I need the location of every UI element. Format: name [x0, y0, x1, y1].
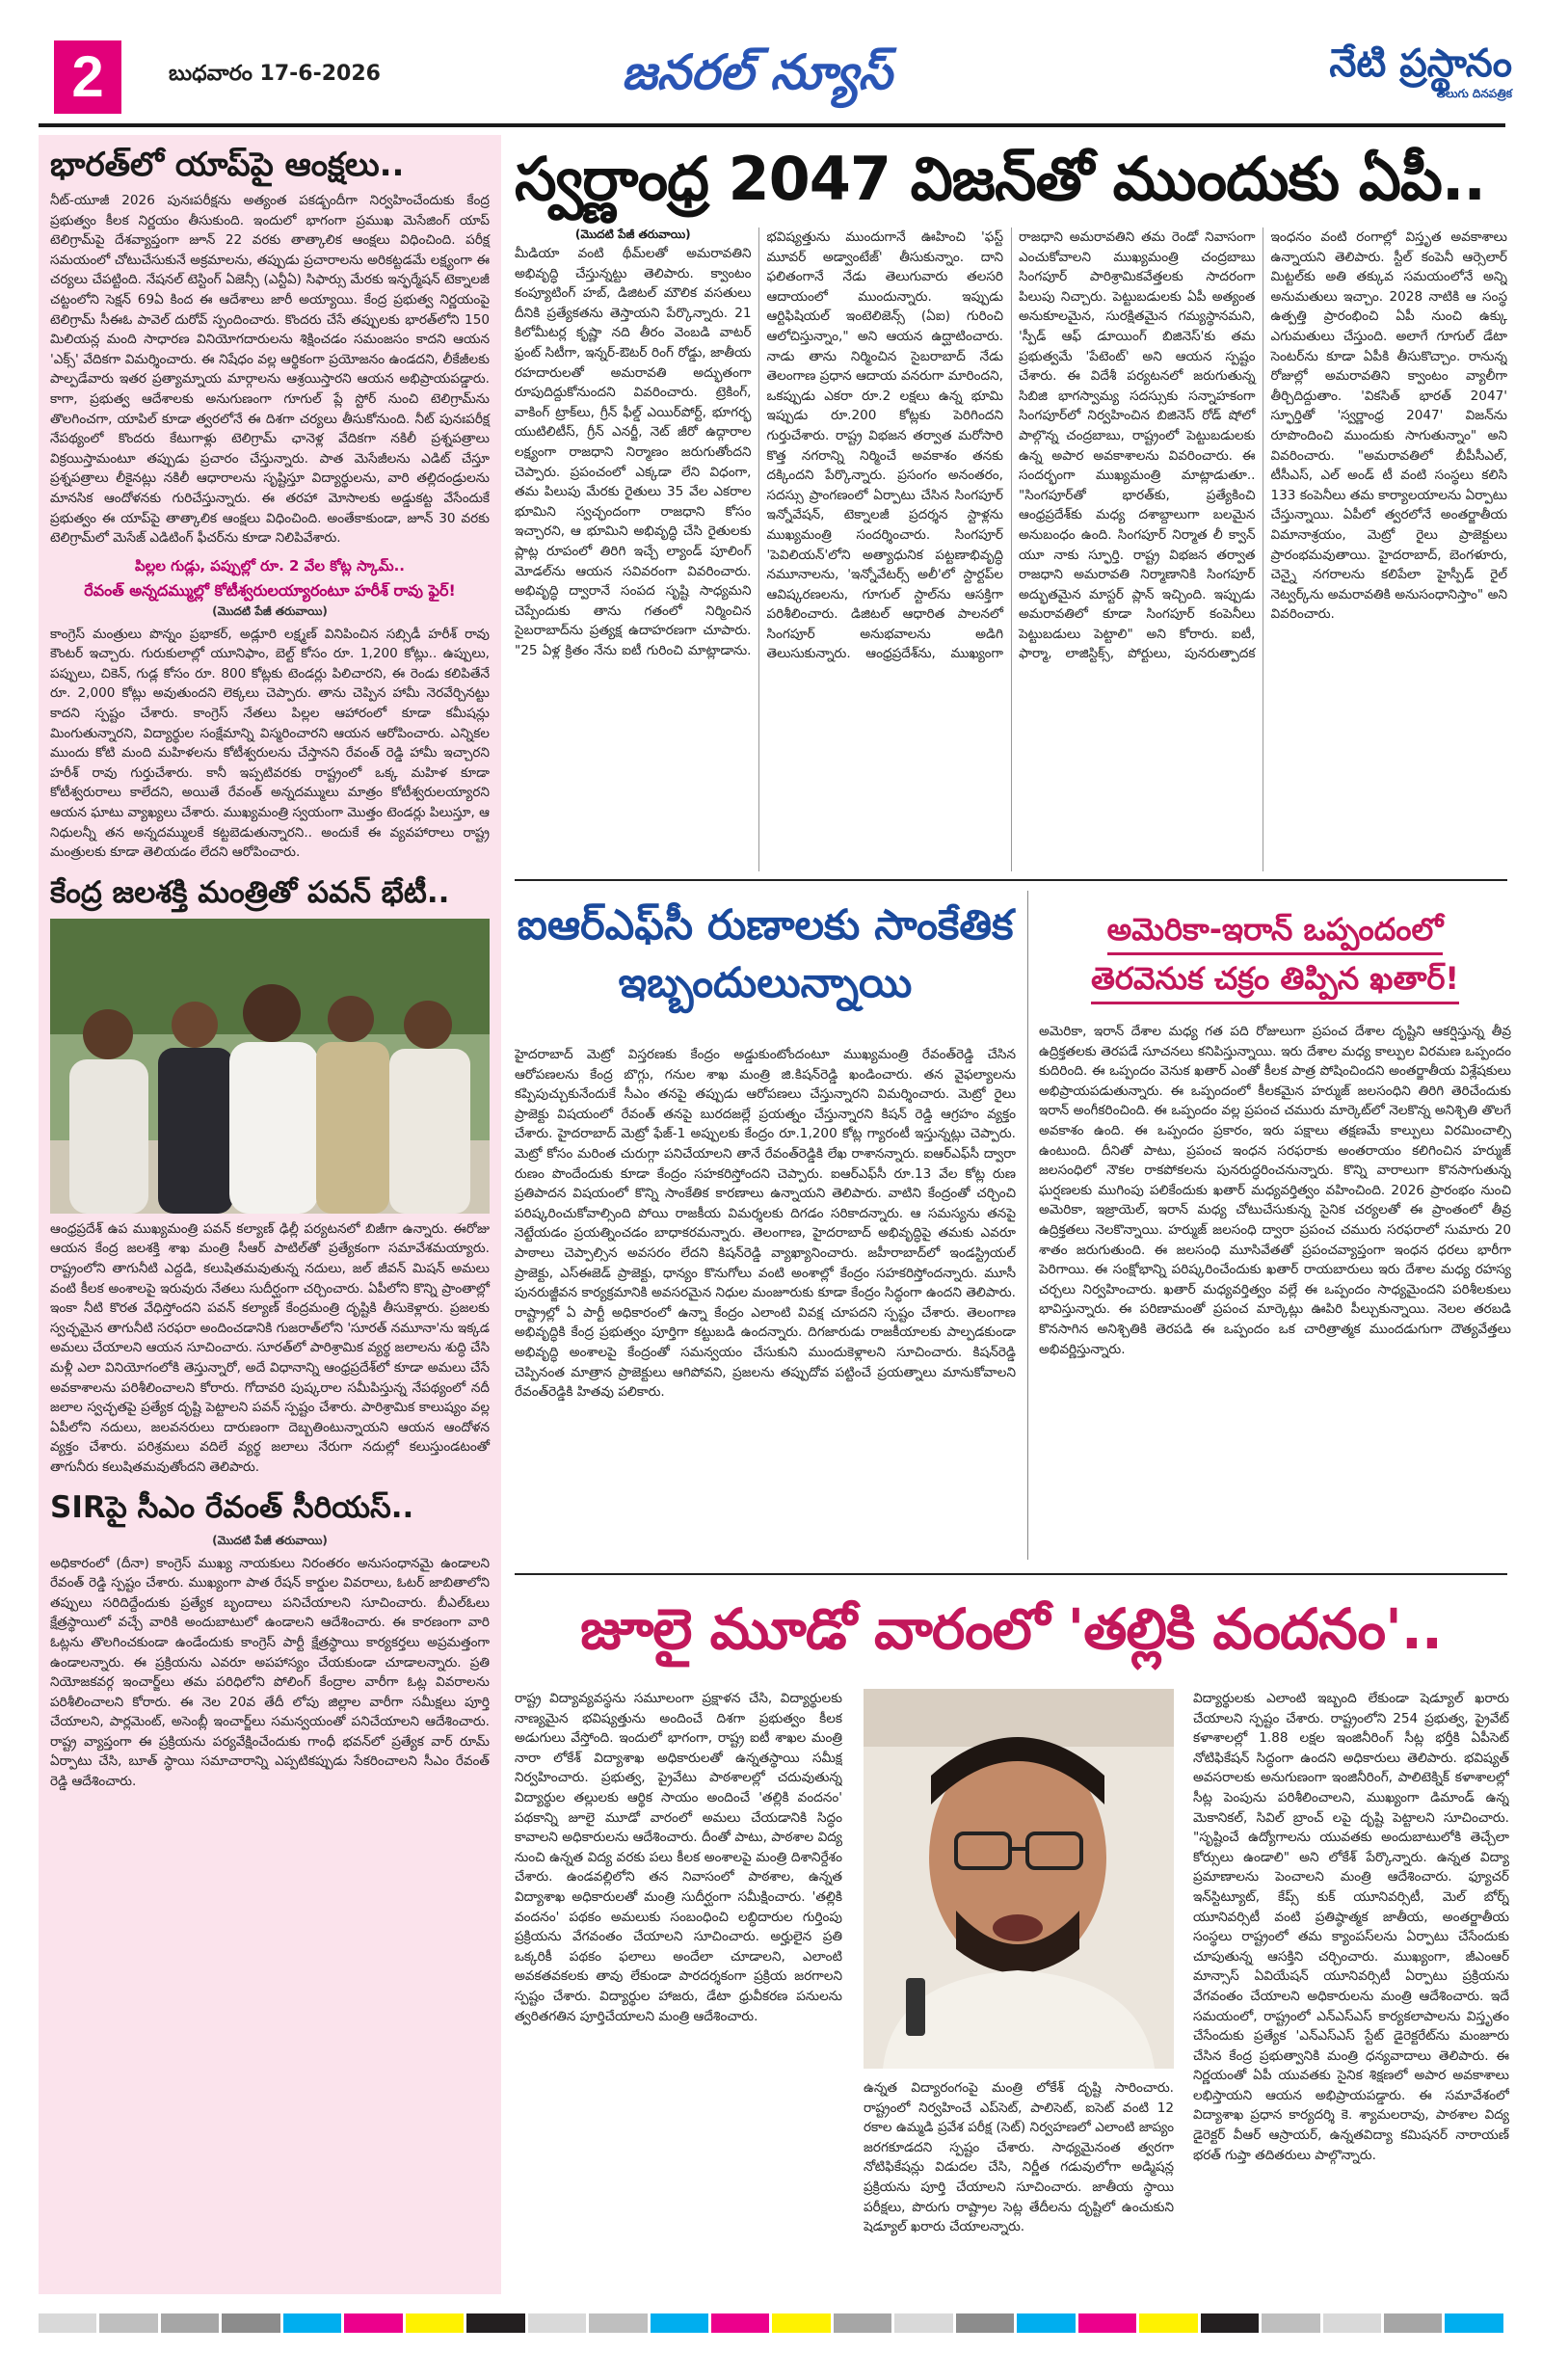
tv-col1-text: రాష్ట్ర విద్యావ్యవస్థను సమూలంగా ప్రక్షాళన చేసి, విద్యార్థులకు నాణ్యమైన భవిష్యత్తును అందించే దిశగా ప్రభుత్వం కీలక అడుగులు వేస్తోంది. ఇందులో భాగంగా, రాష్ట్ర ఐటీ శాఖల మంత్రి నారా లోకేశ్ విద్యాశాఖ అధికారులతో ఉన్నతస్థాయి సమీక్ష నిర్వహించారు. ప్రభుత్వ, ప్రైవేటు పాఠశాలల్లో చదువుతున్న విద్యార్థుల తల్లులకు ఆర్థిక సాయం అందించే 'తల్లికి వందనం' పథకాన్ని జూలై మూడో వారంలో అమలు చేయడానికి సిద్ధం కావాలని అధికారులను ఆదేశించారు. దీంతో పాటు, పాఠశాల విద్య నుంచి ఉన్నత విద్య వరకు పలు కీలక అంశాలపై మంత్రి దిశానిర్దేశం చేశారు. ఉండవల్లిలోని తన నివాసంలో పాఠశాల, ఉన్నత విద్యాశాఖ అధికారులతో మంత్రి సుదీర్ఘంగా సమీక్షించారు. 'తల్లికి వందనం' పథకం అమలుకు సంబంధించి లబ్ధిదారుల గుర్తింపు ప్రక్రియను వేగవంతం చేయాలని సూచించారు. అర్హులైన ప్రతి ఒక్కరికీ పథకం ఫలాలు అందేలా చూడాలని, ఎలాంటి అవకతవకలకు తావు లేకుండా పారదర్శకంగా ప్రక్రియ జరగాలని స్పష్టం చేశారు. విద్యార్థుల హాజరు, డేటా ధ్రువీకరణ పనులను త్వరితగతిన పూర్తిచేయాలని మంత్రి ఆదేశించారు. [515, 1691, 842, 2024]
left-column [39, 135, 501, 2294]
iran-headline-line2: తెరవెనుక చక్రం తిప్పిన ఖతార్! [1091, 955, 1459, 1004]
pawan-meeting-photo [50, 919, 490, 1214]
mid-rule [515, 1573, 1507, 1575]
iran-body-text: అమెరికా, ఇరాన్ దేశాల మధ్య గత పది రోజులుగా ప్రపంచ దేశాల దృష్టిని ఆకర్షిస్తున్న తీవ్ర ఉద్రిక్తతలకు తెరపడే సూచనలు కనిపిస్తున్నాయి. ఇరు దేశాల మధ్య కాల్పుల విరమణ ఒప్పందం కుదిరింది. ఈ ఒప్పందం వెనుక ఖతార్ ఎంతో కీలక పాత్ర పోషించిందని అంతర్జాతీయ విశ్లేషకులు అభిప్రాయపడుతున్నారు. ఈ ఒప్పందంలో కీలకమైన హర్ముజ్ జలసంధిని తిరిగి తెరిచేందుకు ఇరాన్ అంగీకరించింది. ఈ ఒప్పందం వల్ల ప్రపంచ చమురు మార్కెట్‌లో నెలకొన్న అనిశ్చితి తొలగే అవకాశం ఉంది. ఈ ఒప్పందం ప్రకారం, ఇరు పక్షాలు తక్షణమే కాల్పులు విరమించాల్సి ఉంటుంది. దీనితో పాటు, ప్రపంచ ఇంధన సరఫరాకు అంతరాయం కలిగించిన హర్ముజ్ జలసంధిలో నౌకల రాకపోకలను పునరుద్ధరించనున్నారు. కొన్ని వారాలుగా కొనసాగుతున్న ఘర్షణలకు ముగింపు పలికేందుకు ఖతార్ మధ్యవర్తిత్వం వహించింది. 2026 ప్రారంభం నుంచి అమెరికా, ఇజ్రాయెల్, ఇరాన్ మధ్య చోటుచేసుకున్న సైనిక చర్యలతో ఈ ప్రాంతంలో తీవ్ర ఉద్రిక్తతలు నెలకొన్నాయి. హర్ముజ్ జలసంధి ద్వారా ప్రపంచ చమురు సరఫరాలో సుమారు 20 శాతం జరుగుతుంది. ఈ జలసంధి మూసివేతతో ప్రపంచవ్యాప్తంగా ఇంధన ధరలు భారీగా పెరిగాయి. ఈ సంక్షోభాన్ని పరిష్కరించేందుకు ఖతార్ రాయబారులు ఇరు దేశాల మధ్య రహస్య చర్చలు నిర్వహించారు. ఖతార్ మధ్యవర్తిత్వం వల్లే ఈ ఒప్పందం సాధ్యమైందని పరిశీలకులు భావిస్తున్నారు. ఈ పరిణామంతో ప్రపంచ మార్కెట్లు ఊపిరి పీల్చుకున్నాయి. నెలల తరబడి కొనసాగిన అనిశ్చితికి తెరపడి ఈ ఒప్పందం ఒక చారిత్రాత్మక ముందడుగుగా దౌత్యవేత్తలు అభివర్ణిస్తున్నారు. [1039, 1024, 1511, 1357]
print-color-bar [39, 2313, 1503, 2333]
newspaper-name: నేటి ప్రస్థానం [1329, 41, 1512, 86]
tv-column-2 [864, 2078, 1174, 2277]
newspaper-brand [1275, 40, 1512, 103]
pawan-body: ఆంధ్రప్రదేశ్ ఉప ముఖ్యమంత్రి పవన్ కల్యాణ్ ఢిల్లీ పర్యటనలో బిజీగా ఉన్నారు. ఈరోజు ఆయన కేంద్ర జలశక్తి శాఖ మంత్రి సీఆర్ పాటిల్‌తో ప్రత్యేకంగా సమావేశమయ్యారు. రాష్ట్రంలోని తాగునీటి ఎద్దడి, కలుషితమవుతున్న నదులు, జల్ జీవన్ మిషన్ అమలు వంటి కీలక అంశాలపై ఇరువురు నేతలు సుదీర్ఘంగా చర్చించారు. ఏపీలోని కొన్ని ప్రాంతాల్లో ఇంకా నీటి కొరత వేధిస్తోందని పవన్ కల్యాణ్ కేంద్రమంత్రి దృష్టికి తీసుకెళ్లారు. ప్రజలకు స్వచ్ఛమైన తాగునీటి సరఫరా అందించడానికి గుజరాత్‌లోని 'సూరత్ నమూనా'ను ఇక్కడ అమలు చేయాలని ఆయన సూచించారు. సూరత్‌లో పారిశ్రామిక వ్యర్థ జలాలను శుద్ధి చేసి మళ్లీ ఎలా వినియోగంలోకి తెస్తున్నారో, అదే విధానాన్ని ఆంధ్రప్రదేశ్‌లో కూడా అమలు చేసే అవకాశాలను పరిశీలించాలని కోరారు. గోదావరి పుష్కరాల సమీపిస్తున్న నేపథ్యంలో నదీ జలాల స్వచ్ఛతపై ప్రత్యేక దృష్టి పెట్టాలని పవన్ స్పష్టం చేశారు. పారిశ్రామిక కాలుష్యం వల్ల ఏపీలోని నదులు, జలవనరులు దారుణంగా దెబ్బతింటున్నాయని ఆయన ఆందోళన వ్యక్తం చేశారు. పరిశ్రమలు వదిలే వ్యర్థ జలాలు నేరుగా నదుల్లో కలుస్తుండటంతో తాగునీరు కలుషితమవుతోందని తెలిపారు. [50, 1220, 490, 1475]
sir-continued-note: (మొదటి పేజీ తరువాయి) [212, 1533, 328, 1547]
lead-body-text: మీడియా వంటి థీమ్‌లతో అమరావతిని అభివృద్ధి చేస్తున్నట్టు తెలిపారు. క్వాంటం కంప్యూటింగ్ హబ్, డిజిటల్ మౌలిక వసతులు దీనికి ప్రత్యేకతను తెస్తాయని పేర్కొన్నారు. 21 కిలోమీటర్ల కృష్ణా నది తీరం వెంబడి వాటర్ ఫ్రంట్ సిటీగా, ఇన్నర్-ఔటర్ రింగ్ రోడ్డు, జాతీయ రహదారులతో అమరావతి అద్భుతంగా రూపుదిద్దుకోనుందని వివరించారు. ట్రెకింగ్, వాకింగ్ ట్రాక్‌లు, గ్రీన్ ఫీల్డ్ ఎయిర్‌పోర్ట్, భూగర్భ యుటిలిటీస్, గ్రీన్ ఎనర్జీ, నెట్ జీరో ఉద్గారాల లక్ష్యంగా రాజధాని నిర్మాణం జరుగుతోందని చెప్పారు. ప్రపంచంలో ఎక్కడా లేని విధంగా, తమ పిలుపు మేరకు రైతులు 35 వేల ఎకరాల భూమిని స్వచ్ఛందంగా రాజధాని కోసం ఇచ్చారని, ఆ భూమిని అభివృద్ధి చేసి రైతులకు ప్లాట్ల రూపంలో తిరిగి ఇచ్చే ల్యాండ్ పూలింగ్ మోడల్‌ను ఆయన సవివరంగా వివరించారు. అభివృద్ధి ద్వారానే సంపద సృష్టి సాధ్యమని చెప్పేందుకు తాను గతంలో నిర్మించిన సైబరాబాద్‌ను ప్రత్యక్ష ఉదాహరణగా చూపారు. "25 ఏళ్ల క్రితం నేను ఐటీ గురించి మాట్లాడాను. భవిష్యత్తును ముందుగానే ఊహించి 'ఫస్ట్ మూవర్ అడ్వాంటేజ్' తీసుకున్నాం. దాని ఫలితంగానే నేడు తెలుగువారు తలసరి ఆదాయంలో ముందున్నారు. ఇప్పుడు ఆర్టిఫిషియల్ ఇంటెలిజెన్స్ (ఏఐ) గురించి ఆలోచిస్తున్నాం," అని ఆయన ఉద్ఘాటించారు. నాడు తాను నిర్మించిన సైబరాబాద్ నేడు తెలంగాణ ప్రధాన ఆదాయ వనరుగా మారిందని, ఒకప్పుడు ఎకరా రూ.2 లక్షలు ఉన్న భూమి ఇప్పుడు రూ.200 కోట్లకు పెరిగిందని గుర్తుచేశారు. రాష్ట్ర విభజన తర్వాత మరోసారి కొత్త నగరాన్ని నిర్మించే అవకాశం తనకు దక్కిందని పేర్కొన్నారు. ప్రసంగం అనంతరం, సదస్సు ప్రాంగణంలో ఏర్పాటు చేసిన సింగపూర్ ఇన్నోవేషన్, టెక్నాలజీ ప్రదర్శన స్టాళ్లను ముఖ్యమంత్రి సందర్శించారు. సింగపూర్ 'పెవిలియన్‌'లోని అత్యాధునిక పట్టణాభివృద్ధి నమూనాలను, 'ఇన్నోవేటర్స్ అలీ'లో స్టార్టప్‌ల ఆవిష్కరణలను, గూగుల్ స్టాల్‌ను ఆసక్తిగా పరిశీలించారు. డిజిటల్ ఆధారిత పాలనలో సింగపూర్ అనుభవాలను అడిగి తెలుసుకున్నారు. ఆంధ్రప్రదేశ్‌ను, ముఖ్యంగా రాజధాని అమరావతిని తమ రెండో నివాసంగా ఎంచుకోవాలని ముఖ్యమంత్రి చంద్రబాబు సింగపూర్ పారిశ్రామికవేత్తలకు సాదరంగా పిలుపు నిచ్చారు. పెట్టుబడులకు ఏపీ అత్యంత అనుకూలమైన, సురక్షితమైన గమ్యస్థానమని, 'స్పీడ్ ఆఫ్ డూయింగ్ బిజినెస్'కు తమ ప్రభుత్వమే 'పేటెంట్' అని ఆయన స్పష్టం చేశారు. ఈ విదేశీ పర్యటనలో జరుగుతున్న సిబిజి భాగస్వామ్య సదస్సుకు సన్నాహకంగా సింగపూర్‌లో నిర్వహించిన బిజినెస్ రోడ్ షోలో పాల్గొన్న చంద్రబాబు, రాష్ట్రంలో పెట్టుబడులకు ఉన్న అపార అవకాశాలను వివరించారు. ఈ సందర్భంగా ముఖ్యమంత్రి మాట్లాడుతూ.. "సింగపూర్‌తో భారత్‌కు, ప్రత్యేకించి ఆంధ్రప్రదేశ్‌కు మధ్య దశాబ్దాలుగా బలమైన అనుబంధం ఉంది. సింగపూర్ నిర్మాత లీ క్వాన్ యూ నాకు స్ఫూర్తి. రాష్ట్ర విభజన తర్వాత రాజధాని అమరావతి నిర్మాణానికి సింగపూర్ అద్భుతమైన మాస్టర్ ప్లాన్ ఇచ్చింది. ఇప్పుడు అమరావతిలో కూడా సింగపూర్ కంపెనీలు పెట్టుబడులు పెట్టాలి" అని కోరారు. ఐటీ, ఫార్మా, లాజిస్టిక్స్, పోర్టులు, పునరుత్పాదక ఇంధనం వంటి రంగాల్లో విస్తృత అవకాశాలు ఉన్నాయని తెలిపారు. స్టీల్ కంపెనీ ఆర్సెలార్ మిట్టల్‌కు అతి తక్కువ సమయంలోనే అన్ని అనుమతులు ఇచ్చాం. 2028 నాటికి ఆ సంస్థ ఉత్పత్తి ప్రారంభించి ఏపీ నుంచి ఉక్కు ఎగుమతులు చేస్తుంది. అలాగే గూగుల్ డేటా సెంటర్‌ను కూడా ఏపీకి తీసుకొచ్చాం. రానున్న రోజుల్లో అమరావతిని క్వాంటం వ్యాలీగా తీర్చిదిద్దుతాం. 'వికసిత్ భారత్ 2047' స్ఫూర్తితో 'స్వర్ణాంధ్ర 2047' విజన్‌ను రూపొందించి ముందుకు సాగుతున్నాం" అని వివరించారు. "అమరావతిలో బీపీసీఎల్, టీసీఎస్, ఎల్ అండ్ టీ వంటి సంస్థలు కలిసి 133 కంపెనీలు తమ కార్యాలయాలను ఏర్పాటు చేస్తున్నాయి. ఏపీలో త్వరలోనే అంతర్జాతీయ విమానాశ్రయం, మెట్రో రైలు ప్రాజెక్టులు ప్రారంభమవుతాయి. హైదరాబాద్, బెంగళూరు, చెన్నై నగరాలను కలిపేలా హైస్పీడ్ రైల్ నెట్వర్క్‌ను అమరావతికి అనుసంధానిస్తాం" అని వివరించారు. [515, 229, 1507, 662]
lead-continued-note: (మొదటి పేజీ తరువాయి) [574, 227, 691, 241]
masthead-rule [39, 123, 1505, 127]
page-number: 2 [54, 40, 121, 114]
pawan-photo-graphic [50, 919, 490, 1214]
lokesh-photo-graphic [864, 1689, 1174, 2069]
lokesh-photo [864, 1689, 1174, 2069]
masthead [39, 33, 1512, 110]
irfc-body-text: హైదరాబాద్ మెట్రో విస్తరణకు కేంద్రం అడ్డుకుంటోందంటూ ముఖ్యమంత్రి రేవంత్‌రెడ్డి చేసిన ఆరోపణలను కేంద్ర బొగ్గు, గనుల శాఖ మంత్రి జి.కిషన్‌రెడ్డి ఖండించారు. తన వైఫల్యాలను కప్పిపుచ్చుకునేందుకే సీఎం తనపై తప్పుడు ఆరోపణలు చేస్తున్నారని విమర్శించారు. మెట్రో రైలు ప్రాజెక్టు విషయంలో రేవంత్ తనపై బురదజల్లే ప్రయత్నం చేస్తున్నారని కిషన్ రెడ్డి ఆగ్రహం వ్యక్తం చేశారు. హైదరాబాద్ మెట్రో ఫేజ్-1 అప్పులకు కేంద్రం రూ.1,200 కోట్ల గ్యారంటీ ఇస్తున్నట్లు చెప్పారు. మెట్రో కోసం మరింత చురుగ్గా పనిచేయాలని తానే రేవంత్‌రెడ్డికి లేఖ రాశానన్నారు. ఐఆర్ఎఫ్‌సీ ద్వారా రుణం పొందేందుకు కూడా కేంద్రం సహకరిస్తోందని చెప్పారు. ఐఆర్ఎఫ్‌సీ రూ.13 వేల కోట్ల రుణ ప్రతిపాదన విషయంలో కొన్ని సాంకేతిక కారణాలు ఉన్నాయని తెలిపారు. వాటిని కేంద్రంతో చర్చించి పరిష్కరించుకోవాల్సింది పోయి రాజకీయ విమర్శలకు దిగడం సరికాదన్నారు. ఆ సమస్యను తనపై నెట్టేయడం ప్రయత్నించడం బాధాకరమన్నారు. తెలంగాణ, హైదరాబాద్ అభివృద్ధిపై తమకు ఎవరూ పాఠాలు చెప్పాల్సిన అవసరం లేదని కిషన్‌రెడ్డి వ్యాఖ్యానించారు. జహీరాబాద్‌లో ఇండస్ట్రియల్ ప్రాజెక్టు, ఎస్ఈజెడ్ ప్రాజెక్టు, ధాన్యం కొనుగోలు వంటి అంశాల్లో కేంద్రం సహకరిస్తోందన్నారు. మూసీ పునరుజ్జీవన కార్యక్రమానికి అవసరమైన నిధుల మంజూరుకు కూడా కేంద్రం సిద్ధంగా ఉందని తెలిపారు. రాష్ట్రాల్లో ఏ పార్టీ అధికారంలో ఉన్నా కేంద్రం ఎలాంటి వివక్ష చూపదని స్పష్టం చేశారు. తెలంగాణ అభివృద్ధికి కేంద్ర ప్రభుత్వం పూర్తిగా కట్టుబడి ఉందన్నారు. దిగజారుడు రాజకీయాలకు పాల్పడకుండా అభివృద్ధి అంశాలపై కేంద్రంతో సమన్వయం చేసుకుని ముందుకెళ్లాలని సూచించారు. కిషన్‌రెడ్డి చెప్పినంత మాత్రాన ప్రాజెక్టులు ఆగిపోవని, ప్రజలను తప్పుదోవ పట్టించే ప్రయత్నాలు మానుకోవాలని రేవంత్‌రెడ్డికి హితవు పలికారు. [515, 1047, 1016, 1401]
harish-continued-note: (మొదటి పేజీ తరువాయి) [212, 603, 328, 618]
harish-headline: రేవంత్ అన్నదమ్ముల్లో కోటీశ్వరులయ్యారంటూ హరీశ్ రావు ఫైర్! [84, 580, 456, 600]
irfc-article-body [515, 1045, 1016, 1556]
lead-article-body [515, 227, 1507, 871]
issue-date: బుధవారం 17-6-2026 [169, 62, 381, 86]
lead-bottom-rule [515, 879, 1507, 881]
iran-headline-line1: అమెరికా-ఇరాన్ ఒప్పందంలో [1107, 906, 1444, 955]
tv-column-3 [1193, 1689, 1509, 2277]
section-title: జనరల్ న్యూస్ [622, 44, 892, 100]
harish-kicker: పిల్లల గుడ్లు, పప్పుల్లో రూ. 2 వేల కోట్ల స్కామ్.. [135, 556, 405, 575]
iran-article-body [1039, 1022, 1511, 1562]
tv-mid-text: ఉన్నత విద్యారంగంపై మంత్రి లోకేశ్ దృష్టి సారించారు. రాష్ట్రంలో నిర్వహించే ఎప్‌సెట్, పాలిసెట్, ఐసెట్ వంటి 12 రకాల ఉమ్మడి ప్రవేశ పరీక్ష (సెట్) నిర్వహణలో ఎలాంటి జాప్యం జరగకూడదని స్పష్టం చేశారు. సాధ్యమైనంత త్వరగా నోటిఫికేషన్లు విడుదల చేసి, నిర్ణీత గడువులోగా అడ్మిషన్ల ప్రక్రియను పూర్తి చేయాలని సూచించారు. జాతీయ స్థాయి పరీక్షలు, పొరుగు రాష్ట్రాల సెట్ల తేదీలను దృష్టిలో ఉంచుకుని షెడ్యూల్ ఖరారు చేయాలన్నారు. [864, 2080, 1174, 2235]
sir-headline: SIRపై సీఎం రేవంత్ సీరియస్.. [50, 1489, 414, 1525]
sir-body: అధికారంలో (దీనా) కాంగ్రెస్ ముఖ్య నాయకులు నిరంతరం అనుసంధానమై ఉండాలని రేవంత్ రెడ్డి స్పష్టం చేశారు. ముఖ్యంగా పాత రేషన్ కార్డుల వివరాలు, ఓటర్ జాబితాలోని తప్పులు సరిదిద్దేందుకు ప్రత్యేక బృందాలు పనిచేయాలని సూచించారు. బీఎల్ఓలు క్షేత్రస్థాయిలో వచ్చే వారికి అందుబాటులో ఉండాలని ఆదేశించారు. ఈ కారణంగా వారి ఓట్లను తొలగించకుండా ఉండేందుకు కాంగ్రెస్ పార్టీ క్షేత్రస్థాయి కార్యకర్తలు అప్రమత్తంగా ఉండాలన్నారు. ఈ ప్రక్రియను ఎవరూ అపహాస్యం చేయకుండా చూడాలన్నారు. ప్రతి నియోజకవర్గ ఇంచార్జ్‌లు తమ పరిధిలోని పోలింగ్ కేంద్రాల వారీగా ఓట్ల వివరాలను పరిశీలించాలని కోరారు. ఈ నెల 20వ తేదీ లోపు జిల్లాల వారీగా సమీక్షలు పూర్తి చేయాలని, పార్లమెంట్, అసెంబ్లీ ఇంచార్జ్‌లు సమన్వయంతో పనిచేయాలని ఆదేశించారు. రాష్ట్ర వ్యాప్తంగా ఈ ప్రక్రియను పర్యవేక్షించేందుకు గాంధీ భవన్‌లో ప్రత్యేక వార్ రూమ్ ఏర్పాటు చేసి, బూత్ స్థాయి సమాచారాన్ని ఎప్పటికప్పుడు సేకరించాలని సీఎం రేవంత్ రెడ్డి ఆదేశించారు. [50, 1555, 490, 1790]
pawan-headline: కేంద్ర జలశక్తి మంత్రితో పవన్ భేటీ.. [50, 874, 450, 910]
talliki-vandanam-headline: జూలై మూడో వారంలో 'తల్లికి వందనం'.. [580, 1596, 1442, 1662]
column-divider [1027, 891, 1028, 1560]
irfc-headline: ఐఆర్ఎఫ్‌సీ రుణాలకు సాంకేతిక ఇబ్బందులున్నాయి [517, 901, 1014, 1007]
iran-headline [1039, 906, 1511, 1004]
lead-headline: స్వర్ణాంధ్ర 2047 విజన్‌తో ముందుకు ఏపీ.. [515, 144, 1485, 214]
telegram-ban-headline: భారత్‌లో యాప్‌పై ఆంక్షలు.. [50, 146, 405, 184]
newspaper-tagline: తెలుగు దినపత్రిక [1436, 87, 1512, 100]
harish-body: కాంగ్రెస్ మంత్రులు పొన్నం ప్రభాకర్, అడ్లూరి లక్ష్మణ్ వినిపించిన సబ్సిడీ హరీశ్ రావు కౌంటర్ ఇచ్చారు. గురుకులాల్లో యూనిఫాం, బెల్ట్ కోసం రూ. 1,200 కోట్లు.. ఉప్పులు, పప్పులు, చికెన్, గుడ్ల కోసం రూ. 800 కోట్లకు టెండర్లు పిలిచారని, ఈ రెండు కలిపితేనే రూ. 2,000 కోట్లు అవుతుందని లెక్కలు చెప్పారు. తాను చెప్పిన హామీ నెరవేర్చినట్టు కాదని స్పష్టం చేశారు. కాంగ్రెస్ నేతలు పిల్లల ఆహారంలో కూడా కమీషన్లు మింగుతున్నారని, విద్యార్థుల సంక్షేమాన్ని విస్మరించారని ఆయన ఆరోపించారు. ఎన్నికల ముందు కోటి మంది మహిళలను కోటీశ్వరులను చేస్తానని రేవంత్ రెడ్డి హామీ ఇచ్చారని హరీశ్ రావు గుర్తుచేశారు. కానీ ఇప్పటివరకు రాష్ట్రంలో ఒక్క మహిళ కూడా కోటీశ్వరురాలు కాలేదని, అయితే రేవంత్ అన్నదమ్ములు మాత్రం కోటీశ్వరులయ్యారని ఆయన ఘాటు వ్యాఖ్యలు చేశారు. ముఖ్యమంత్రి స్వయంగా మొత్తం టెండర్లు పిలుస్తూ, ఆ నిధులన్నీ తన అన్నదమ్ములకే కట్టబెడుతున్నారని.. అందుకే ఈ వ్యవహారాలు రాష్ట్ర మంత్రులకు కూడా తెలియడం లేదని ఆరోపించారు. [50, 626, 490, 861]
tv-column-1 [515, 1689, 842, 2277]
tv-col3-text: విద్యార్థులకు ఎలాంటి ఇబ్బంది లేకుండా షెడ్యూల్ ఖరారు చేయాలని స్పష్టం చేశారు. రాష్ట్రంలోని 254 ప్రభుత్వ, ప్రైవేట్ కళాశాలల్లో 1.88 లక్షల ఇంజినీరింగ్ సీట్ల భర్తీకి ఏపీసెట్ నోటిఫికేషన్ సిద్ధంగా ఉందని అధికారులు తెలిపారు. భవిష్యత్ అవసరాలకు అనుగుణంగా ఇంజినీరింగ్, పాలిటెక్నిక్ కళాశాలల్లో సీట్ల పెంపును పరిశీలించాలని, ముఖ్యంగా డిమాండ్ ఉన్న మెకానికల్, సివిల్ బ్రాంచ్ లపై దృష్టి పెట్టాలని సూచించారు. "సృష్టించే ఉద్యోగాలను యువతకు అందుబాటులోకి తెచ్చేలా కోర్సులు ఉండాలి" అని లోకేశ్ పేర్కొన్నారు. ఉన్నత విద్యా ప్రమాణాలను పెంచాలని మంత్రి ఆదేశించారు. ఫ్యూచర్ ఇన్‌స్టిట్యూట్, కేప్స్ కుక్ యూనివర్సిటీ, మెల్ బోర్న్ యూనివర్సిటీ వంటి ప్రతిష్ఠాత్మక జాతీయ, అంతర్జాతీయ సంస్థలు రాష్ట్రంలో తమ క్యాంపస్‌లను ఏర్పాటు చేసేందుకు చూపుతున్న ఆసక్తిని చర్చించారు. ముఖ్యంగా, జీఎంఆర్ మాన్సాస్ ఏవియేషన్ యూనివర్సిటీ ఏర్పాటు ప్రక్రియను వేగవంతం చేయాలని అధికారులను మంత్రి ఆదేశించారు. ఇదే సమయంలో, రాష్ట్రంలో ఎన్ఎస్ఎస్ కార్యకలాపాలను విస్తృతం చేసేందుకు ప్రత్యేక 'ఎన్ఎస్ఎస్ స్టేట్ డైరెక్టరేట్‌ను మంజూరు చేసిన కేంద్ర ప్రభుత్వానికి మంత్రి ధన్యవాదాలు తెలిపారు. ఈ నిర్ణయంతో ఏపీ యువతకు సైనిక శిక్షణలో అపార అవకాశాలు లభిస్తాయని ఆయన అభిప్రాయపడ్డారు. ఈ సమావేశంలో విద్యాశాఖ ప్రధాన కార్యదర్శి కె. శ్యామలరావు, పాఠశాల విద్య డైరెక్టర్ వీఆర్ ఆస్రాయర్, ఉన్నతవిద్యా కమిషనర్ నారాయణ్ భరత్ గుప్తా తదితరులు పాల్గొన్నారు. [1193, 1691, 1509, 2163]
telegram-ban-body: నీట్-యూజీ 2026 పునఃపరీక్షను అత్యంత పకడ్బందీగా నిర్వహించేందుకు కేంద్ర ప్రభుత్వం కీలక నిర్ణయం తీసుకుంది. ఇందులో భాగంగా ప్రముఖ మెసేజింగ్ యాప్ టెలిగ్రామ్‌పై దేశవ్యాప్తంగా జూన్ 22 వరకు తాత్కాలిక ఆంక్షలు విధించింది. పరీక్ష సమయంలో చోటుచేసుకునే అక్రమాలను, తప్పుడు ప్రచారాలను అరికట్టడమే లక్ష్యంగా ఈ చర్యలు చేపట్టింది. నేషనల్ టెస్టింగ్ ఏజెన్సీ (ఎన్టీఏ) సిఫార్సు మేరకు ఇన్ఫర్మేషన్ టెక్నాలజీ చట్టంలోని సెక్షన్ 69ఏ కింద ఈ ఆదేశాలు జారీ అయ్యాయి. కేంద్ర ప్రభుత్వ నిర్ణయంపై టెలిగ్రామ్ సీఈఓ పావెల్ దురోవ్ స్పందించారు. కొందరు చేసే తప్పులకు భారత్‌లోని 150 మిలియన్ల మంది సాధారణ వినియోగదారులను శిక్షించడం సమంజసం కాదని ఆయన 'ఎక్స్' వేదికగా విమర్శించారు. ఈ నిషేధం వల్ల ఆర్థికంగా ప్రయోజనం ఉండదని, లీకేజీలకు పాల్పడేవారు ఇతర ప్రత్యామ్నాయ మార్గాలను ఆశ్రయిస్తారని ఆయన అభిప్రాయపడ్డారు. కాగా, ప్రభుత్వ ఆదేశాలకు అనుగుణంగా గూగుల్ ప్లే స్టోర్ నుంచి టెలిగ్రామ్‌ను తొలగించగా, యాపిల్ కూడా త్వరలోనే ఈ దిశగా చర్యలు తీసుకోనుంది. నీట్ పునఃపరీక్ష నేపథ్యంలో కొందరు కేటుగాళ్లు టెలిగ్రామ్ ఛానెళ్ల వేదికగా నకిలీ ప్రశ్నపత్రాలు విక్రయిస్తామంటూ తప్పుడు ప్రచారం చేస్తున్నారు. పాత మెసేజీలను ఎడిట్ చేస్తూ ప్రశ్నపత్రాలు లీకైనట్లు నకిలీ ఆధారాలను సృష్టిస్తూ విద్యార్థులను, వారి తల్లిదండ్రులను మానసిక ఆందోళనకు గురిచేస్తున్నారు. ఈ తరహా మోసాలకు అడ్డుకట్ట వేసేందుకే ప్రభుత్వం ఈ యాప్‌పై తాత్కాలిక ఆంక్షలు విధించింది. అంతేకాకుండా, జూన్ 30 వరకు టెలిగ్రామ్‌లో మెసేజ్ ఎడిటింగ్ ఫీచర్‌ను కూడా నిలిపివేశారు. [50, 193, 490, 547]
